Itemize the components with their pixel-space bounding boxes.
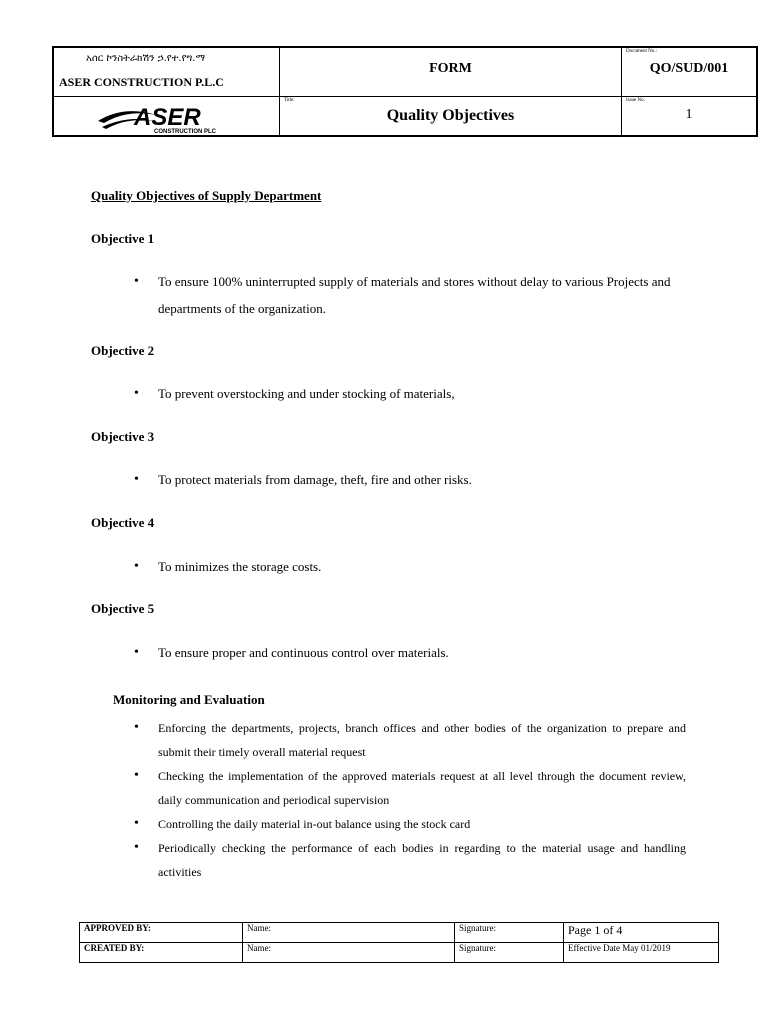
- doc-no-cell: [622, 48, 756, 97]
- document-title: Quality Objectives: [386, 107, 515, 124]
- monitoring-text: Controlling the daily material in-out balance using the stock card: [158, 817, 471, 831]
- monitoring-text: Enforcing the departments, projects, branch offices and other bodies of the organization to prepare and submit their timely overall material request: [158, 721, 686, 759]
- objective-title: Objective 3: [91, 429, 155, 444]
- objective-bullet: [134, 639, 694, 666]
- objective-text: To ensure proper and continuous control over materials.: [158, 645, 449, 660]
- objective-text: To protect materials from damage, theft, fire and other risks.: [158, 472, 472, 487]
- bullet-icon: •: [134, 274, 139, 289]
- created-by-label: CREATED BY:: [80, 943, 243, 963]
- objective-text: To prevent overstocking and under stocking of materials,: [158, 386, 455, 401]
- monitoring-text: Periodically checking the performance of each bodies in regarding to the material usage and handling activities: [158, 841, 686, 879]
- bullet-icon: •: [134, 386, 139, 401]
- objective-bullet: [134, 380, 694, 407]
- form-label: FORM: [429, 61, 472, 76]
- bullet-icon: •: [134, 768, 139, 783]
- approval-footer: [79, 922, 719, 963]
- title-label: Title:: [284, 98, 295, 103]
- objective-bullet: [134, 553, 694, 580]
- monitoring-list: [134, 716, 686, 884]
- bullet-icon: •: [134, 720, 139, 735]
- monitoring-text: Checking the implementation of the approved materials request at all level through the document review, daily communication and periodical supervision: [158, 769, 686, 807]
- list-item: [134, 812, 686, 836]
- objective-bullet: [134, 268, 694, 322]
- list-item: [134, 764, 686, 812]
- list-item: [134, 836, 686, 884]
- bullet-icon: •: [134, 559, 139, 574]
- objective-title: Objective 2: [91, 343, 155, 358]
- form-cell: [280, 48, 622, 97]
- page-number: Page 1 of 4: [563, 923, 718, 943]
- title-cell: [280, 97, 622, 135]
- monitoring-title: Monitoring and Evaluation: [113, 692, 265, 707]
- issue-number: 1: [685, 107, 693, 122]
- list-item: [134, 716, 686, 764]
- doc-no-label: Document No.:: [626, 49, 657, 54]
- objective-title: Objective 1: [91, 231, 155, 246]
- document-header: [52, 46, 758, 137]
- approved-by-label: APPROVED BY:: [80, 923, 243, 943]
- bullet-icon: •: [134, 645, 139, 660]
- section-heading: Quality Objectives of Supply Department: [91, 188, 322, 203]
- logo-text: ASER: [134, 104, 201, 131]
- bullet-icon: •: [134, 472, 139, 487]
- company-name: ASER CONSTRUCTION P.L.C: [59, 75, 224, 89]
- doc-no: QO/SUD/001: [649, 61, 729, 76]
- logo-cell: [54, 97, 280, 135]
- aser-logo-icon: [94, 101, 244, 135]
- logo-subtext: CONSTRUCTION PLC: [154, 129, 216, 135]
- objective-title: Objective 5: [91, 601, 155, 616]
- approved-signature-label: Signature:: [455, 923, 563, 943]
- created-name-label: Name:: [243, 943, 455, 963]
- issue-cell: [622, 97, 756, 135]
- objective-bullet: [134, 466, 694, 493]
- bullet-icon: •: [134, 816, 139, 831]
- objective-title: Objective 4: [91, 515, 155, 530]
- objective-text: To minimizes the storage costs.: [158, 559, 322, 574]
- bullet-icon: •: [134, 840, 139, 855]
- objective-text: To ensure 100% uninterrupted supply of materials and stores without delay to various Projects and departments of the organization.: [158, 274, 671, 316]
- company-cell: [54, 48, 280, 97]
- approved-name-label: Name:: [243, 923, 455, 943]
- amharic-company-name: አሰር ኮንስትራክሽን ኃ.የተ.የግ.ማ: [86, 53, 206, 64]
- created-signature-label: Signature:: [459, 942, 496, 953]
- issue-label: Issue No.: [626, 98, 645, 103]
- effective-date: Effective Date May 01/2019: [563, 943, 718, 963]
